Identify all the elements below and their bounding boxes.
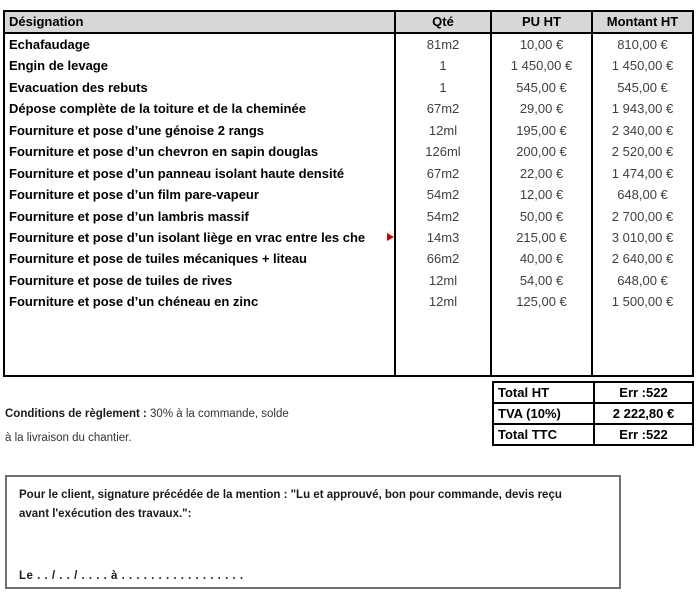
total-ht-value: Err :522 bbox=[619, 385, 668, 400]
cell-unit-price: 200,00 € bbox=[516, 144, 567, 160]
cell-designation: Fourniture et pose d’une génoise 2 rangs bbox=[9, 122, 264, 138]
total-ttc-value: Err :522 bbox=[619, 427, 668, 442]
table-body bbox=[5, 34, 692, 375]
cell-unit-price: 29,00 € bbox=[519, 101, 564, 117]
cell-unit-price: 125,00 € bbox=[516, 294, 567, 310]
cell-amount: 648,00 € bbox=[617, 272, 668, 288]
cell-amount: 2 340,00 € bbox=[611, 122, 674, 138]
column-designation bbox=[5, 34, 396, 375]
cell-unit-price: 545,00 € bbox=[516, 79, 567, 95]
tva-value: 2 222,80 € bbox=[612, 406, 675, 421]
cell-qty: 54m2 bbox=[426, 208, 460, 224]
signature-mention-line1: Pour le client, signature précédée de la mention : "Lu et approuvé, bon pour commande, devis reçu bbox=[19, 489, 562, 501]
cell-amount: 3 010,00 € bbox=[611, 229, 674, 245]
cell-qty: 81m2 bbox=[426, 37, 460, 52]
cell-amount: 2 640,00 € bbox=[611, 251, 674, 267]
table-header-row bbox=[5, 12, 692, 34]
cell-designation: Fourniture et pose d’un isolant liège en vrac entre les che bbox=[5, 227, 394, 248]
cell-designation: Echafaudage bbox=[9, 37, 90, 52]
cell-amount: 1 474,00 € bbox=[611, 165, 674, 181]
header-unit-price: PU HT bbox=[492, 12, 593, 32]
cell-amount: 810,00 € bbox=[617, 37, 668, 52]
tva-row bbox=[492, 402, 694, 425]
payment-terms-text1: 30% à la commande, solde bbox=[146, 408, 289, 420]
payment-terms-line1 bbox=[5, 402, 365, 426]
cell-designation: Fourniture et pose d’un chevron en sapin douglas bbox=[9, 144, 319, 160]
column-unit-price bbox=[492, 34, 593, 375]
cell-qty: 1 bbox=[439, 58, 447, 74]
cell-unit-price: 195,00 € bbox=[516, 122, 567, 138]
cell-amount: 1 450,00 € bbox=[611, 58, 674, 74]
cell-qty: 12ml bbox=[428, 294, 458, 310]
items-table bbox=[3, 10, 694, 377]
cell-designation: Engin de levage bbox=[9, 58, 108, 74]
cell-designation: Dépose complète de la toiture et de la cheminée bbox=[9, 101, 306, 117]
cell-amount: 2 520,00 € bbox=[611, 144, 674, 160]
cell-qty: 14m3 bbox=[426, 229, 460, 245]
cell-qty: 12ml bbox=[428, 122, 458, 138]
column-amount bbox=[593, 34, 692, 375]
cell-unit-price: 50,00 € bbox=[519, 208, 564, 224]
cell-amount: 648,00 € bbox=[617, 187, 668, 203]
cell-unit-price: 10,00 € bbox=[519, 37, 564, 52]
header-amount: Montant HT bbox=[606, 14, 679, 29]
cell-amount: 1 500,00 € bbox=[611, 294, 674, 310]
cell-unit-price: 40,00 € bbox=[519, 251, 564, 267]
signature-box bbox=[5, 475, 621, 589]
cell-designation: Fourniture et pose d’un chéneau en zinc bbox=[9, 294, 259, 310]
payment-terms-label: Conditions de règlement : bbox=[5, 408, 147, 420]
cell-designation: Fourniture et pose d’un film pare-vapeur bbox=[9, 187, 259, 203]
signature-mention-line2: avant l'exécution des travaux.": bbox=[19, 508, 192, 520]
cell-designation: Fourniture et pose d’un lambris massif bbox=[9, 208, 249, 224]
cell-amount: 2 700,00 € bbox=[611, 208, 674, 224]
total-ht-row bbox=[492, 381, 694, 404]
cell-designation: Evacuation des rebuts bbox=[9, 79, 148, 95]
cell-unit-price: 22,00 € bbox=[519, 165, 564, 181]
total-ht-label: Total HT bbox=[494, 383, 595, 402]
header-qty: Qté bbox=[396, 12, 492, 32]
cell-qty: 12ml bbox=[428, 272, 458, 288]
cell-designation: Fourniture et pose d’un panneau isolant haute densité bbox=[9, 165, 345, 181]
cell-amount: 1 943,00 € bbox=[611, 101, 674, 117]
payment-terms bbox=[5, 402, 365, 450]
cell-amount: 545,00 € bbox=[617, 79, 668, 95]
cell-unit-price: 54,00 € bbox=[519, 272, 564, 288]
cell-qty: 126ml bbox=[425, 144, 461, 160]
cell-qty: 67m2 bbox=[426, 101, 460, 117]
cell-unit-price: 12,00 € bbox=[519, 187, 564, 203]
totals-block bbox=[492, 381, 694, 446]
cell-qty: 1 bbox=[439, 79, 447, 95]
cell-designation: Fourniture et pose de tuiles de rives bbox=[9, 272, 233, 288]
header-designation: Désignation bbox=[5, 12, 396, 32]
total-ttc-row bbox=[492, 423, 694, 446]
total-ttc-label: Total TTC bbox=[494, 425, 595, 444]
cell-unit-price: 215,00 € bbox=[516, 229, 567, 245]
signature-date-place-line: Le . . / . . / . . . . à . . . . . . . . . . . . . . . . . bbox=[19, 570, 244, 582]
tva-label: TVA (10%) bbox=[494, 404, 595, 423]
cell-designation: Fourniture et pose de tuiles mécaniques + liteau bbox=[9, 251, 307, 267]
cell-qty: 66m2 bbox=[426, 251, 460, 267]
cell-qty: 67m2 bbox=[426, 165, 460, 181]
column-qty bbox=[396, 34, 492, 375]
text-overflow-marker-icon bbox=[387, 233, 394, 241]
cell-qty: 54m2 bbox=[426, 187, 460, 203]
cell-unit-price: 1 450,00 € bbox=[510, 58, 573, 74]
payment-terms-line2: à la livraison du chantier. bbox=[5, 432, 132, 444]
